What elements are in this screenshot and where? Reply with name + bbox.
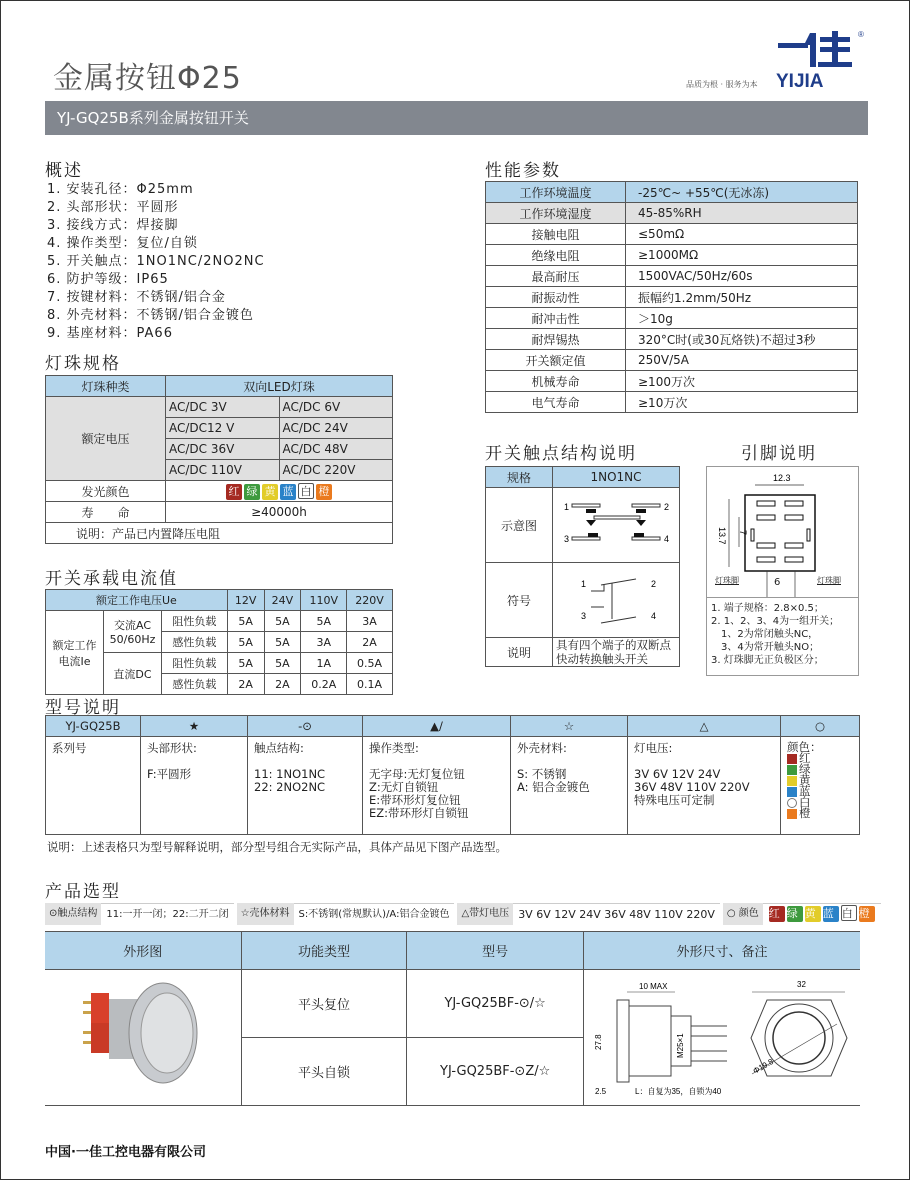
color-name: 橙 bbox=[799, 806, 811, 820]
color-name: 红 bbox=[799, 751, 811, 765]
table-row bbox=[486, 350, 858, 371]
color-1-swatch: 绿 bbox=[244, 484, 260, 500]
cell-item: 11: 1NO1NC bbox=[254, 767, 326, 781]
legend-value: S:不锈钢(常规默认)/A:铝合金镀色 bbox=[294, 903, 455, 925]
led-pin-label: 灯珠脚 bbox=[817, 576, 841, 585]
overview-item: 3. 接线方式：焊接脚 bbox=[47, 218, 179, 233]
spec-label: 规格 bbox=[486, 467, 553, 488]
color-5-swatch: 橙 bbox=[859, 906, 875, 922]
voltage-header: 110V bbox=[301, 590, 347, 611]
color-label: 发光颜色 bbox=[46, 481, 166, 502]
current-cell: 5A bbox=[227, 653, 264, 674]
table-row bbox=[486, 287, 858, 308]
voltage-cell: AC/DC 3V bbox=[166, 397, 280, 418]
param-value: 45-85%RH bbox=[626, 203, 858, 224]
color-option bbox=[787, 775, 853, 786]
led-type-label: 灯珠种类 bbox=[46, 376, 166, 397]
contact-cell bbox=[248, 737, 363, 835]
voltage-cell: AC/DC 110V bbox=[166, 460, 280, 481]
cell-item: 36V 48V 110V 220V bbox=[634, 780, 750, 794]
cell-item: E:带环形灯复位钮 bbox=[369, 793, 461, 807]
color-0-swatch: 红 bbox=[226, 484, 242, 500]
voltage-label: 额定电压 bbox=[46, 397, 166, 481]
led-type-value: 双向LED灯珠 bbox=[166, 376, 393, 397]
overview-heading: 概述 bbox=[45, 161, 83, 181]
current-cell: 0.1A bbox=[347, 674, 393, 695]
table-row bbox=[45, 970, 860, 1038]
yijia-logo bbox=[776, 29, 876, 89]
overview-item: 4. 操作类型：复位/自锁 bbox=[47, 236, 198, 251]
table-row bbox=[486, 371, 858, 392]
color-3-swatch: 蓝 bbox=[280, 484, 296, 500]
cell-title: 颜色： bbox=[787, 740, 822, 754]
operation-cell bbox=[363, 737, 511, 835]
table-row bbox=[486, 182, 858, 203]
model-header: -⊙ bbox=[248, 716, 363, 737]
param-name: 开关额定值 bbox=[486, 350, 626, 371]
color-swatch-icon bbox=[787, 776, 797, 786]
spec-value: 1NO1NC bbox=[553, 467, 680, 488]
series-label: 系列号 bbox=[46, 737, 141, 835]
current-cell: 2A bbox=[347, 632, 393, 653]
svg-text:4: 4 bbox=[651, 610, 657, 621]
param-name: 耐焊锡热 bbox=[486, 329, 626, 350]
contact-table bbox=[485, 466, 680, 667]
performance-heading: 性能参数 bbox=[485, 161, 561, 181]
current-heading: 开关承载电流值 bbox=[45, 569, 178, 589]
pins-heading: 引脚说明 bbox=[741, 444, 817, 464]
color-swatch-icon bbox=[787, 798, 797, 808]
voltage-cell: AC/DC 36V bbox=[166, 439, 280, 460]
dimension-drawing bbox=[584, 970, 861, 1106]
table-row bbox=[46, 481, 393, 502]
company-name: 中国·一佳工控电器有限公司 bbox=[45, 1145, 206, 1160]
color-cell bbox=[781, 737, 860, 835]
sel-header: 外形图 bbox=[45, 932, 241, 970]
cell-item: 特殊电压可定制 bbox=[634, 793, 715, 807]
voltage-cell: AC/DC 220V bbox=[279, 460, 393, 481]
current-cell: 5A bbox=[301, 611, 347, 632]
svg-text:2: 2 bbox=[651, 578, 657, 589]
color-name: 白 bbox=[799, 795, 811, 809]
legend-value: 3V 6V 12V 24V 36V 48V 110V 220V bbox=[513, 903, 720, 925]
shell-cell bbox=[511, 737, 628, 835]
cell-title: 操作类型: bbox=[369, 741, 419, 755]
svg-text:1: 1 bbox=[581, 578, 587, 589]
table-row bbox=[486, 224, 858, 245]
table-row bbox=[45, 932, 860, 970]
table-row bbox=[486, 203, 858, 224]
param-value: ≥100万次 bbox=[626, 371, 858, 392]
slogan: 品质为根 · 服务为本 bbox=[686, 80, 758, 89]
note-label: 说明 bbox=[486, 638, 553, 667]
model-header: ☆ bbox=[511, 716, 628, 737]
legend-key: ⊙触点结构 bbox=[45, 903, 101, 925]
param-value: 250V/5A bbox=[626, 350, 858, 371]
overview-item: 1. 安装孔径：Φ25mm bbox=[47, 182, 194, 197]
contact-diagram bbox=[553, 488, 680, 563]
sel-header: 型号 bbox=[407, 932, 584, 970]
cell-title: 灯电压: bbox=[634, 741, 673, 755]
dim-bottom: 6 bbox=[774, 577, 781, 588]
param-value: ≥10万次 bbox=[626, 392, 858, 413]
svg-text:2: 2 bbox=[664, 501, 670, 512]
model-header: ★ bbox=[141, 716, 248, 737]
param-value: 振幅约1.2mm/50Hz bbox=[626, 287, 858, 308]
param-value: ≤50mΩ bbox=[626, 224, 858, 245]
performance-table bbox=[485, 181, 858, 413]
model-heading: 型号说明 bbox=[45, 698, 121, 718]
color-0-swatch: 红 bbox=[769, 906, 785, 922]
color-name: 黄 bbox=[799, 773, 811, 787]
voltage-header: 24V bbox=[264, 590, 301, 611]
pin-panel bbox=[706, 466, 859, 676]
lamp-voltage-cell bbox=[628, 737, 781, 835]
svg-text:3: 3 bbox=[581, 610, 587, 621]
cell-item: EZ:带环形灯自锁钮 bbox=[369, 806, 469, 820]
load-label: 阻性负载 bbox=[162, 611, 228, 632]
life-value: ≥40000h bbox=[166, 502, 393, 523]
overview-item: 2. 头部形状：平圆形 bbox=[47, 200, 179, 215]
model-table bbox=[45, 715, 860, 835]
table-row bbox=[486, 392, 858, 413]
svg-text:L：自复为35，自锁为40: L：自复为35，自锁为40 bbox=[635, 1086, 722, 1096]
current-cell: 5A bbox=[227, 632, 264, 653]
current-cell: 0.2A bbox=[301, 674, 347, 695]
series-banner: YJ-GQ25B系列金属按钮开关 bbox=[45, 101, 868, 135]
color-swatch-icon bbox=[787, 787, 797, 797]
table-row bbox=[46, 523, 393, 544]
param-name: 最高耐压 bbox=[486, 266, 626, 287]
contact-symbol bbox=[553, 563, 680, 638]
voltage-cell: AC/DC12 V bbox=[166, 418, 280, 439]
pin-note: 3. 灯珠脚无正负极区分； bbox=[711, 655, 824, 666]
param-name: 工作环境温度 bbox=[486, 182, 626, 203]
svg-text:10 MAX: 10 MAX bbox=[639, 981, 668, 991]
color-option bbox=[787, 753, 853, 764]
legend-key: ○ 颜色 bbox=[723, 903, 763, 925]
table-row bbox=[46, 590, 393, 611]
overview-item: 5. 开关触点：1NO1NC/2NO2NC bbox=[47, 254, 265, 269]
model-header: ○ bbox=[781, 716, 860, 737]
page-title: 金属按钮Φ25 bbox=[53, 61, 242, 96]
param-name: 绝缘电阻 bbox=[486, 245, 626, 266]
svg-text:3: 3 bbox=[564, 533, 570, 544]
param-name: 工作环境湿度 bbox=[486, 203, 626, 224]
function-type: 平头复位 bbox=[241, 970, 407, 1038]
voltage-cell: AC/DC 6V bbox=[279, 397, 393, 418]
svg-text:YIJIA: YIJIA bbox=[776, 71, 824, 91]
svg-text:2.5: 2.5 bbox=[595, 1086, 607, 1096]
overview-list bbox=[47, 181, 265, 343]
cell-item: S: 不锈钢 bbox=[517, 767, 567, 781]
sel-header: 外形尺寸、备注 bbox=[584, 932, 861, 970]
diagram-label: 示意图 bbox=[486, 488, 553, 563]
cell-title: 触点结构: bbox=[254, 741, 304, 755]
contact-note: 具有四个端子的双断点快动转换触头开关 bbox=[553, 638, 680, 667]
contact-heading: 开关触点结构说明 bbox=[485, 444, 637, 464]
cell-item: 无字母:无灯复位钮 bbox=[369, 767, 465, 781]
current-cell: 0.5A bbox=[347, 653, 393, 674]
table-row bbox=[486, 329, 858, 350]
ac-label: 交流AC 50/60Hz bbox=[104, 611, 162, 653]
color-swatch-icon bbox=[787, 754, 797, 764]
param-value: 1500VAC/50Hz/60s bbox=[626, 266, 858, 287]
table-row bbox=[486, 638, 680, 667]
cell-title: 头部形状: bbox=[147, 741, 197, 755]
pin-note: 2. 1、2、3、4为一组开关； bbox=[711, 616, 840, 627]
table-row bbox=[46, 737, 860, 835]
table-row bbox=[486, 488, 680, 563]
dc-label: 直流DC bbox=[104, 653, 162, 695]
color-2-swatch: 黄 bbox=[805, 906, 821, 922]
load-label: 感性负载 bbox=[162, 632, 228, 653]
current-cell: 5A bbox=[264, 611, 301, 632]
voltage-header: 12V bbox=[227, 590, 264, 611]
current-cell: 3A bbox=[301, 632, 347, 653]
color-option bbox=[787, 786, 853, 797]
svg-text:4: 4 bbox=[664, 533, 670, 544]
svg-text:1: 1 bbox=[564, 501, 570, 512]
param-name: 耐冲击性 bbox=[486, 308, 626, 329]
color-1-swatch: 绿 bbox=[787, 906, 803, 922]
current-cell: 5A bbox=[264, 653, 301, 674]
table-row bbox=[486, 308, 858, 329]
rated-voltage-label: 额定工作电压Ue bbox=[46, 590, 228, 611]
model-number: YJ-GQ25BF-⊙/☆ bbox=[407, 970, 584, 1038]
color-option bbox=[787, 764, 853, 775]
overview-item: 8. 外壳材料：不锈钢/铝合金镀色 bbox=[47, 308, 254, 323]
selection-heading: 产品选型 bbox=[45, 882, 121, 902]
voltage-cell: AC/DC 48V bbox=[279, 439, 393, 460]
color-option bbox=[787, 808, 853, 819]
table-row bbox=[46, 397, 393, 418]
load-label: 感性负载 bbox=[162, 674, 228, 695]
voltage-header: 220V bbox=[347, 590, 393, 611]
table-row bbox=[46, 716, 860, 737]
svg-text:M25×1: M25×1 bbox=[676, 1032, 685, 1058]
svg-text:®: ® bbox=[858, 30, 864, 39]
table-row bbox=[486, 467, 680, 488]
model-header: YJ-GQ25B bbox=[46, 716, 141, 737]
color-3-swatch: 蓝 bbox=[823, 906, 839, 922]
color-4-swatch: 白 bbox=[841, 905, 857, 921]
svg-text:Φ19.8: Φ19.8 bbox=[751, 1056, 776, 1076]
color-name: 蓝 bbox=[799, 784, 811, 798]
table-row bbox=[46, 502, 393, 523]
color-option bbox=[787, 797, 853, 808]
color-swatch-icon bbox=[787, 765, 797, 775]
table-row bbox=[486, 563, 680, 638]
svg-text:7: 7 bbox=[738, 530, 748, 536]
led-pin-label: 灯珠脚 bbox=[715, 576, 739, 585]
param-value: -25℃~ +55℃(无冰冻) bbox=[626, 182, 858, 203]
voltage-cell: AC/DC 24V bbox=[279, 418, 393, 439]
legend-key: ☆壳体材料 bbox=[237, 903, 294, 925]
table-row bbox=[486, 245, 858, 266]
color-5-swatch: 橙 bbox=[316, 484, 332, 500]
selection-table bbox=[45, 931, 860, 1106]
life-label: 寿 命 bbox=[46, 502, 166, 523]
overview-item: 7. 按键材料：不锈钢/铝合金 bbox=[47, 290, 226, 305]
cell-item: F:平圆形 bbox=[147, 767, 192, 781]
led-table bbox=[45, 375, 393, 544]
param-name: 耐振动性 bbox=[486, 287, 626, 308]
model-number: YJ-GQ25BF-⊙Z/☆ bbox=[407, 1038, 584, 1106]
svg-text:32: 32 bbox=[797, 979, 806, 989]
current-cell: 1A bbox=[301, 653, 347, 674]
current-cell: 2A bbox=[264, 674, 301, 695]
overview-item: 6. 防护等级：IP65 bbox=[47, 272, 169, 287]
pin-note: 1、2为常闭触头NC， bbox=[711, 629, 819, 640]
product-image bbox=[45, 970, 241, 1106]
model-header: ▲/ bbox=[363, 716, 511, 737]
symbol-label: 符号 bbox=[486, 563, 553, 638]
sel-header: 功能类型 bbox=[241, 932, 407, 970]
current-cell: 3A bbox=[347, 611, 393, 632]
color-swatches bbox=[166, 481, 393, 502]
cell-item: 3V 6V 12V 24V bbox=[634, 767, 721, 781]
svg-text:13.7: 13.7 bbox=[717, 527, 727, 545]
color-name: 绿 bbox=[799, 762, 811, 776]
svg-text:27.8: 27.8 bbox=[594, 1033, 603, 1050]
table-row bbox=[46, 376, 393, 397]
color-2-swatch: 黄 bbox=[262, 484, 278, 500]
param-name: 机械寿命 bbox=[486, 371, 626, 392]
pin-note: 1. 端子规格：2.8×0.5； bbox=[711, 603, 824, 614]
current-cell: 5A bbox=[264, 632, 301, 653]
current-cell: 5A bbox=[227, 611, 264, 632]
color-swatch-icon bbox=[787, 809, 797, 819]
cell-item: A: 铝合金镀色 bbox=[517, 780, 590, 794]
color-4-swatch: 白 bbox=[298, 483, 314, 499]
legend-key: △带灯电压 bbox=[457, 903, 513, 925]
current-cell: 2A bbox=[227, 674, 264, 695]
legend-value: 11:一开一闭；22:二开二闭 bbox=[101, 903, 233, 925]
selection-legend bbox=[45, 903, 884, 925]
svg-text:12.3: 12.3 bbox=[773, 473, 791, 483]
head-shape-cell bbox=[141, 737, 248, 835]
current-table bbox=[45, 589, 393, 695]
model-note: 说明：上述表格只为型号解释说明，部分型号组合无实际产品，具体产品见下图产品选型。 bbox=[47, 840, 507, 854]
rated-current-label: 额定工作电流Ie bbox=[46, 611, 104, 695]
param-name: 接触电阻 bbox=[486, 224, 626, 245]
cell-item: Z:无灯自锁钮 bbox=[369, 780, 439, 794]
cell-item: 22: 2NO2NC bbox=[254, 780, 326, 794]
legend-colors bbox=[763, 903, 881, 925]
model-header: △ bbox=[628, 716, 781, 737]
pin-note: 3、4为常开触头NO； bbox=[711, 642, 820, 653]
table-row bbox=[486, 266, 858, 287]
load-label: 阻性负载 bbox=[162, 653, 228, 674]
function-type: 平头自锁 bbox=[241, 1038, 407, 1106]
param-value: 320°C时(或30瓦烙铁)不超过3秒 bbox=[626, 329, 858, 350]
param-name: 电气寿命 bbox=[486, 392, 626, 413]
led-note: 说明：产品已内置降压电阻 bbox=[46, 523, 393, 544]
param-value: ＞10g bbox=[626, 308, 858, 329]
cell-title: 外壳材料: bbox=[517, 741, 567, 755]
overview-item: 9. 基座材料：PA66 bbox=[47, 326, 173, 341]
led-heading: 灯珠规格 bbox=[45, 354, 121, 374]
pin-notes bbox=[707, 597, 858, 671]
param-value: ≥1000MΩ bbox=[626, 245, 858, 266]
table-row bbox=[46, 611, 393, 632]
